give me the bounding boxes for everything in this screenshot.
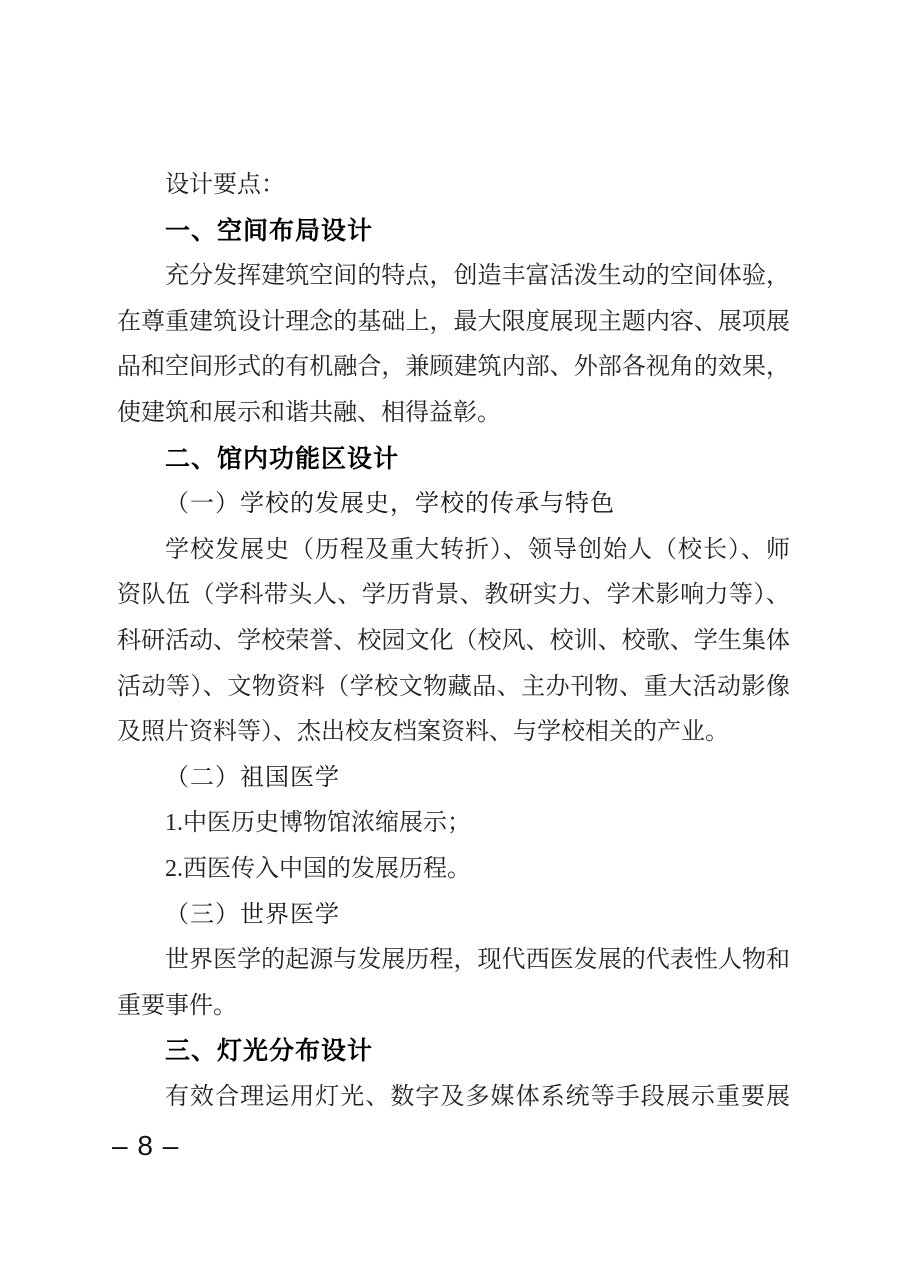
section-heading-1: 一、空间布局设计 [165,216,374,245]
paragraph-line: 重要事件。 [117,992,237,1019]
subsection-heading-1: （一）学校的发展史，学校的传承与特色 [165,491,615,518]
subsection-heading-3: （三）世界医学 [165,901,340,928]
paragraph-line: 及照片资料等）、杰出校友档案资料、与学校相关的产业。 [117,719,729,746]
doc-intro-line: 设计要点： [165,172,285,198]
paragraph-line: 资队伍（学科带头人、学历背景、教研实力、学术影响力等）、 [117,582,790,609]
paragraph-line: 使建筑和展示和谐共融、相得益彰。 [117,399,501,426]
section-heading-3: 三、灯光分布设计 [165,1037,374,1066]
paragraph-line: 世界医学的起源与发展历程，现代西医发展的代表性人物和 [165,947,790,974]
paragraph-line: 有效合理运用灯光、数字及多媒体系统等手段展示重要展 [165,1083,790,1110]
paragraph-line: 在尊重建筑设计理念的基础上，最大限度展现主题内容、展项展 [117,308,790,335]
list-item-1: 1.中医历史博物馆浓缩展示； [165,810,471,837]
paragraph-line: 充分发挥建筑空间的特点，创造丰富活泼生动的空间体验， [165,263,790,290]
paragraph-line: 活动等）、文物资料（学校文物藏品、主办刊物、重大活动影像 [117,673,790,700]
list-item-2: 2.西医传入中国的发展历程。 [165,855,471,882]
paragraph-line: 学校发展史（历程及重大转折）、领导创始人（校长）、师 [165,536,790,563]
document-body [117,163,790,1120]
paragraph-line: 品和空间形式的有机融合，兼顾建筑内部、外部各视角的效果， [117,354,790,381]
page-number: – 8 – [112,1130,180,1161]
section-heading-2: 二、馆内功能区设计 [165,444,400,473]
paragraph-line: 科研活动、学校荣誉、校园文化（校风、校训、校歌、学生集体 [117,627,790,654]
subsection-heading-2: （二）祖国医学 [165,764,340,791]
